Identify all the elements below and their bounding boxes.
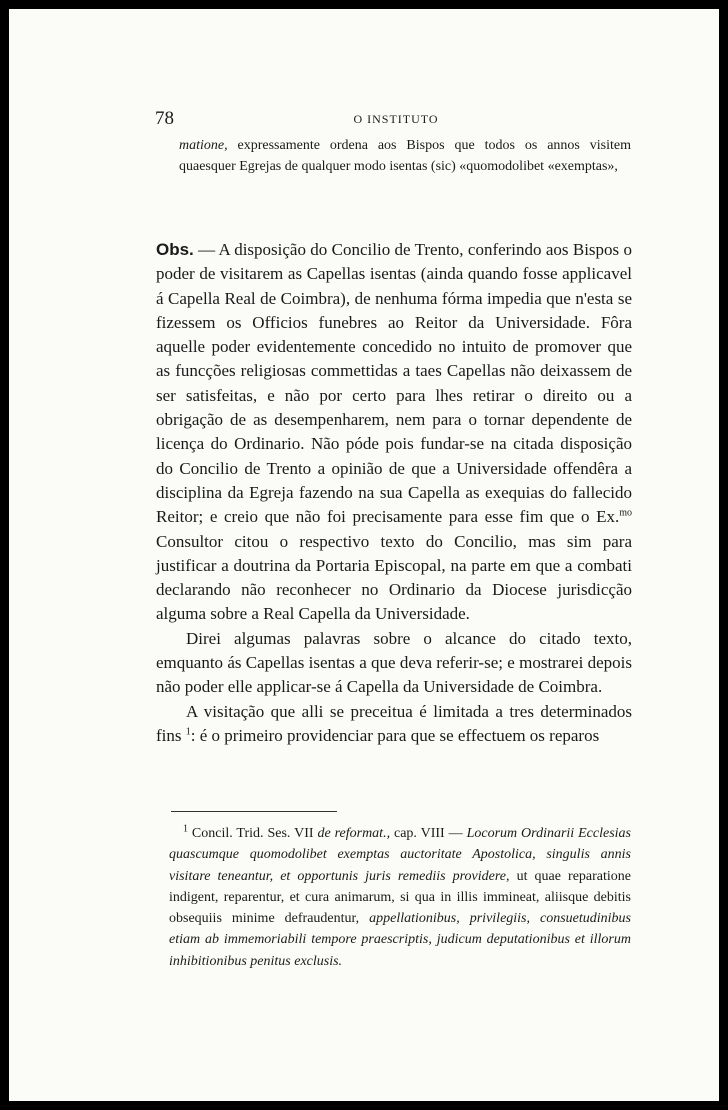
quote-text: expressamente ordena aos Bispos que todos os annos visitem quaesquer Egrejas de qualquer modo isentas (sic) «quomodolibet «exemptas», — [179, 138, 631, 174]
book-page — [9, 9, 719, 1101]
body-text — [156, 238, 632, 748]
quoted-continuation — [179, 135, 631, 177]
page-header — [155, 108, 637, 130]
quote-italic-start: matione, — [179, 138, 228, 153]
footnote-latin-text: ut quae reparatione indigent, reparentur, et cura animarum, si qua in illis immineat, aliisque debitis obsequiis minime defraudentur, — [169, 868, 631, 927]
superscript-mo: mo — [619, 507, 632, 519]
paragraph-3-start: A visitação que alli se preceitua é limitada a tres determinados fins — [156, 701, 632, 745]
page-number: 78 — [155, 108, 174, 129]
obs-label: Obs. — [156, 240, 194, 259]
footnote-marker: 1 — [183, 823, 188, 835]
footnote-reference: 1 — [185, 726, 191, 738]
footnote-divider — [171, 811, 337, 812]
quote-paragraph — [179, 135, 631, 177]
footnote-citation: Concil. Trid. Ses. VII — [188, 826, 318, 841]
footnote-paragraph — [169, 823, 631, 972]
paragraph-2: Direi algumas palavras sobre o alcance do citado texto, emquanto ás Capellas isentas a que deva referir-se; e mostrarei depois não poder elle applicar-se á Capella da Universidade de Coimbra. — [156, 628, 632, 697]
paragraph-obs-text: — A disposição do Concilio de Trento, conferindo aos Bispos o poder de visitarem as Capellas isentas (ainda quando fosse applicavel á Capella Real de Coimbra), de nenhuma fórma impedia que n'esta se fizessem os Officios funebres ao Reitor da Universidade. Fôra aquelle poder evidentemente concedido no intuito de promover que as funcções religiosas commettidas a taes Capellas não deixassem de ser satisfeitas, e não por certo para lhes retirar o direito ou a obrigação de as desempenharem, nem para o tornar dependente de licença do Ordinario. Não póde pois fundar-se na citada disposição do Concilio de Trento a opinião de que a Universidade offendêra a disciplina da Egreja fazendo na sua Capella as exequias do fallecido Reitor; e creio que não foi precisamente para esse fim que o Ex. — [156, 240, 632, 527]
paragraph-3 — [156, 700, 632, 749]
footnote-italic-reformat: de reformat., — [317, 826, 391, 841]
paragraph-obs — [156, 238, 632, 627]
paragraph-3-end: : é o primeiro providenciar para que se effectuem os reparos — [190, 725, 600, 745]
paragraph-obs-text-end: Consultor citou o respectivo texto do Concilio, mas sim para justificar a doutrina da Portaria Episcopal, na parte em que a combati declarando não reconhecer no Ordinario da Diocese jurisdicção alguma sobre a Real Capella da Universidade. — [156, 531, 632, 624]
footnote-chapter: cap. VIII — — [390, 826, 467, 841]
footnote-latin-quote-1: Locorum Ordinarii Ecclesias quascumque quomodolibet exemptas auctoritate Apostolica, singulis annis visitare teneantur, et opportunis juris remediis providere, — [169, 826, 631, 884]
footnote-latin-quote-2: appellationibus, privilegiis, consuetudinibus etiam ab immemoriabili tempore praescriptis, judicum deputationibus et illorum inhibitionibus penitus exclusis. — [169, 911, 631, 969]
running-title: O INSTITUTO — [353, 112, 439, 126]
footnote — [169, 823, 631, 972]
